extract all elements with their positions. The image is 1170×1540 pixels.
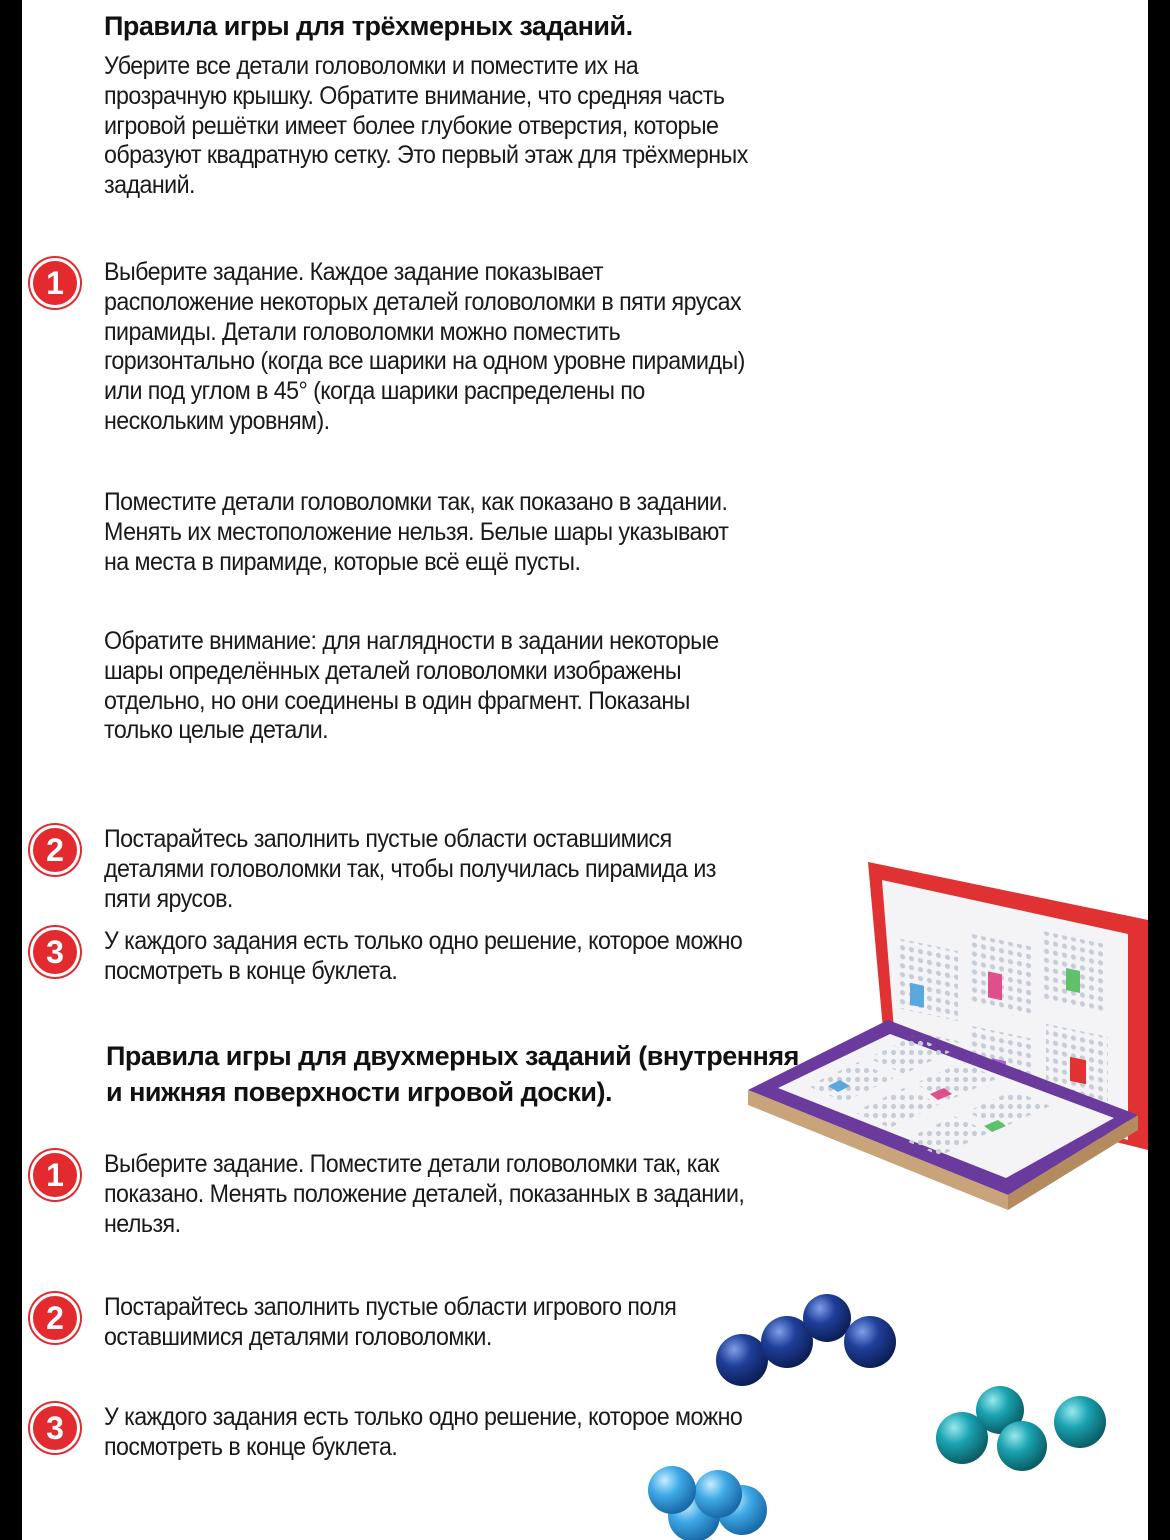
step-text: У каждого задания есть только одно решение, которое можно посмотреть в конце буклета. (104, 1403, 743, 1461)
intro-3d: Уберите все детали головоломки и поместите их на прозрачную крышку. Обратите внимание, что средняя часть игровой решётки имеет более глубокие отверстия, которые образуют квадратную сетку. Это первый этаж для трёхмерных заданий. (104, 52, 748, 200)
step-text: Выберите задание. Каждое задание показывает расположение некоторых деталей головоломки в пяти ярусах пирамиды. Детали головоломки можно поместить горизонтально (когда все шарики на одном уровне пирамиды) или под углом в 45° (когда шарики распределены по нескольким уровням). (104, 258, 745, 435)
step-number-badge: 1 (30, 1150, 80, 1200)
step-3d-2 (46, 825, 804, 914)
puzzle-ball-pieces (602, 1260, 1148, 1540)
step-number-badge: 1 (30, 258, 80, 308)
step-text: Постарайтесь заполнить пустые области игрового поля оставшимися деталями головоломки. (104, 1293, 677, 1351)
game-board-illustration (718, 850, 1148, 1230)
step-3d-1 (46, 258, 804, 437)
title-3d-rules: Правила игры для трёхмерных заданий. (104, 11, 633, 41)
step-number-badge: 2 (30, 825, 80, 875)
step-text: Постарайтесь заполнить пустые области оставшимися деталями головоломки так, чтобы получилась пирамида из пяти ярусов. (104, 825, 716, 913)
navy-ball-piece (716, 1294, 896, 1386)
teal-ball-piece (936, 1386, 1106, 1471)
title-2d-rules: Правила игры для двухмерных заданий (внутренняя и нижняя поверхности игровой доски). (106, 1041, 799, 1107)
step-2d-1 (46, 1150, 804, 1239)
step-number-badge: 3 (30, 927, 80, 977)
step-3d-3 (46, 927, 804, 987)
step-text: У каждого задания есть только одно решение, которое можно посмотреть в конце буклета. (104, 927, 743, 985)
sky-ball-piece (648, 1466, 767, 1540)
step-number-badge: 3 (30, 1403, 80, 1453)
step-3d-1-extra-placement: Поместите детали головоломки так, как показано в задании. Менять их местоположение нельзя. Белые шары указывают на места в пирамиде, которые всё ещё пусты. (104, 488, 729, 576)
step-3d-1-extra-note: Обратите внимание: для наглядности в задании некоторые шары определённых деталей головоломки изображены отдельно, но они соединены в один фрагмент. Показаны только целые детали. (104, 627, 719, 745)
step-number-badge: 2 (30, 1293, 80, 1343)
booklet-page (22, 0, 1148, 1540)
step-text: Выберите задание. Поместите детали головоломки так, как показано. Менять положение деталей, показанных в задании, нельзя. (104, 1150, 745, 1238)
